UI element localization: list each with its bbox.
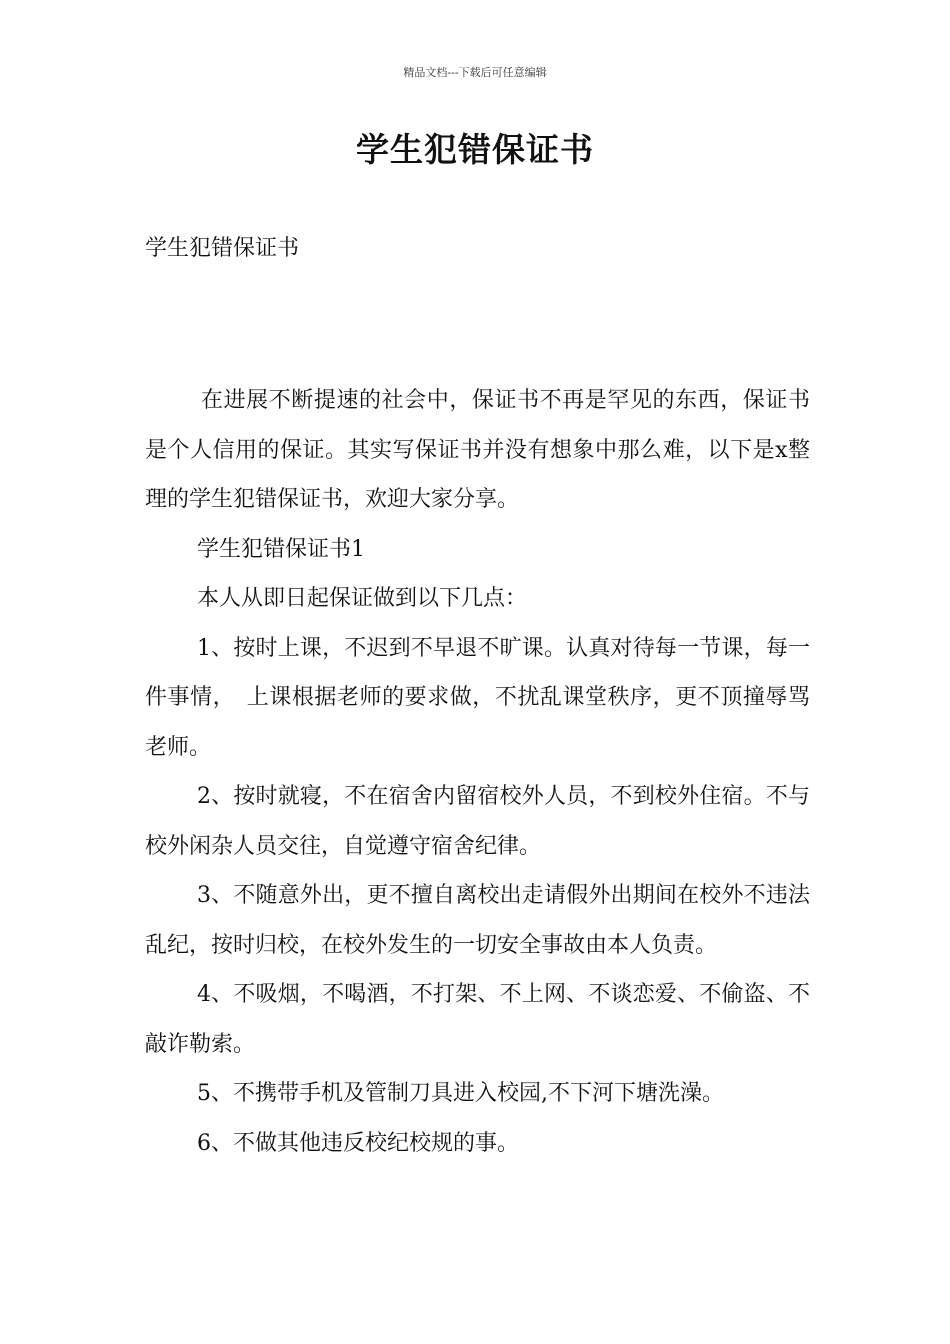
document-body	[145, 376, 810, 1168]
pledge-item-5: 5、不携带手机及管制刀具进入校园,不下河下塘洗澡。	[197, 1081, 724, 1106]
section-heading: 学生犯错保证书1	[197, 536, 365, 562]
pledge-item-3: 3、不随意外出，更不擅自离校出走请假外出期间在校外不违法乱纪，按时归校，在校外发生的一切安全事故由本人负责。	[145, 883, 810, 958]
pledge-lead-paragraph: 本人从即日起保证做到以下几点：	[197, 586, 528, 611]
header-note: 精品文档---下载后可任意编辑	[403, 66, 547, 79]
intro-paragraph: 在进展不断提速的社会中，保证书不再是罕见的东西，保证书是个人信用的保证。其实写保证书并没有想象中那么难，以下是x整理的学生犯错保证书，欢迎大家分享。	[145, 388, 810, 512]
pledge-item-1: 1、按时上课，不迟到不早退不旷课。认真对待每一节课，每一件事情， 上课根据老师的要求做，不扰乱课堂秩序，更不顶撞辱骂老师。	[145, 635, 810, 760]
pledge-item-4: 4、不吸烟，不喝酒，不打架、不上网、不谈恋爱、不偷盗、不敲诈勒索。	[145, 982, 810, 1057]
document-title: 学生犯错保证书	[356, 130, 594, 169]
document-subtitle: 学生犯错保证书	[145, 236, 300, 261]
pledge-item-6: 6、不做其他违反校纪校规的事。	[197, 1130, 519, 1156]
pledge-item-2: 2、按时就寝，不在宿舍内留宿校外人员，不到校外住宿。不与校外闲杂人员交往，自觉遵守宿舍纪律。	[145, 784, 810, 859]
